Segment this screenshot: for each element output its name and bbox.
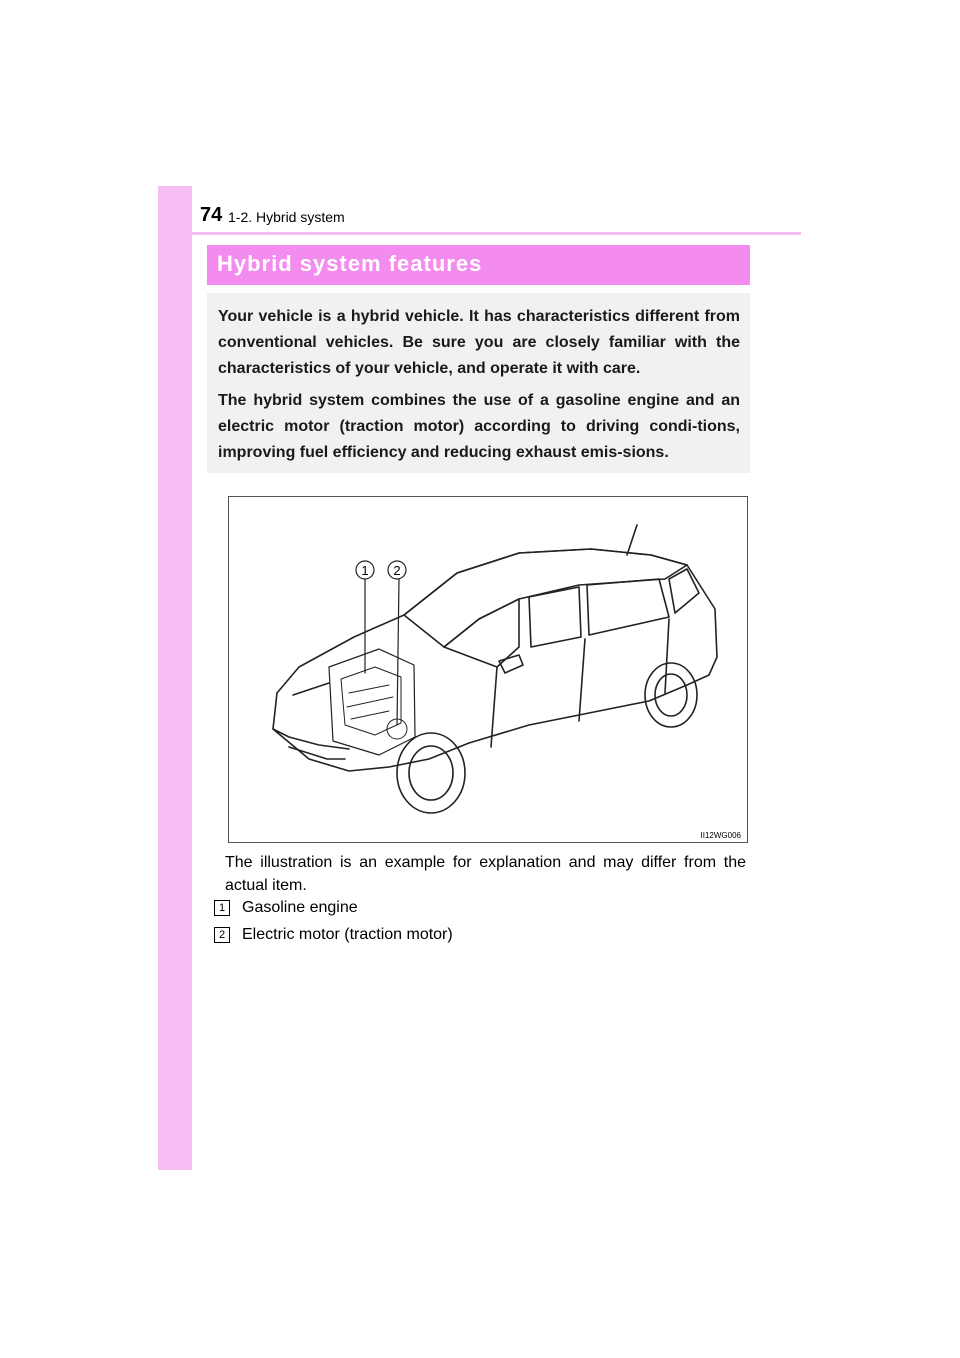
intro-paragraph: The hybrid system combines the use of a gasoline engine and an electric motor (traction motor) according to driving condi-tions, improving fuel efficiency and reducing exhaust emis-sions.: [218, 392, 740, 461]
title-bar: [207, 245, 750, 285]
legend-label: Gasoline engine: [242, 899, 358, 916]
car-drawing: [229, 497, 747, 842]
side-thumb-tab: [158, 186, 192, 1170]
legend-number: 2: [214, 927, 230, 943]
page-number: 74: [200, 204, 223, 226]
callout-2: 2: [393, 563, 401, 578]
page-title: Hybrid system features: [217, 251, 483, 276]
figure-caption: The illustration is an example for explanation and may differ from the actual item.: [225, 854, 746, 894]
intro-box: [207, 293, 750, 473]
legend-number: 1: [214, 900, 230, 916]
section-label: 1-2. Hybrid system: [228, 209, 345, 225]
intro-paragraph: Your vehicle is a hybrid vehicle. It has characteristics different from conventional vehicles. Be sure you are closely familiar with the characteristics of your vehicle, and operate it with care.: [218, 308, 740, 377]
header-rule: [158, 232, 801, 235]
figure-code: II12WG006: [700, 831, 741, 840]
callout-1: 1: [361, 563, 369, 578]
hybrid-car-illustration: [228, 496, 748, 843]
legend-label: Electric motor (traction motor): [242, 926, 453, 943]
page-header: [158, 186, 801, 234]
